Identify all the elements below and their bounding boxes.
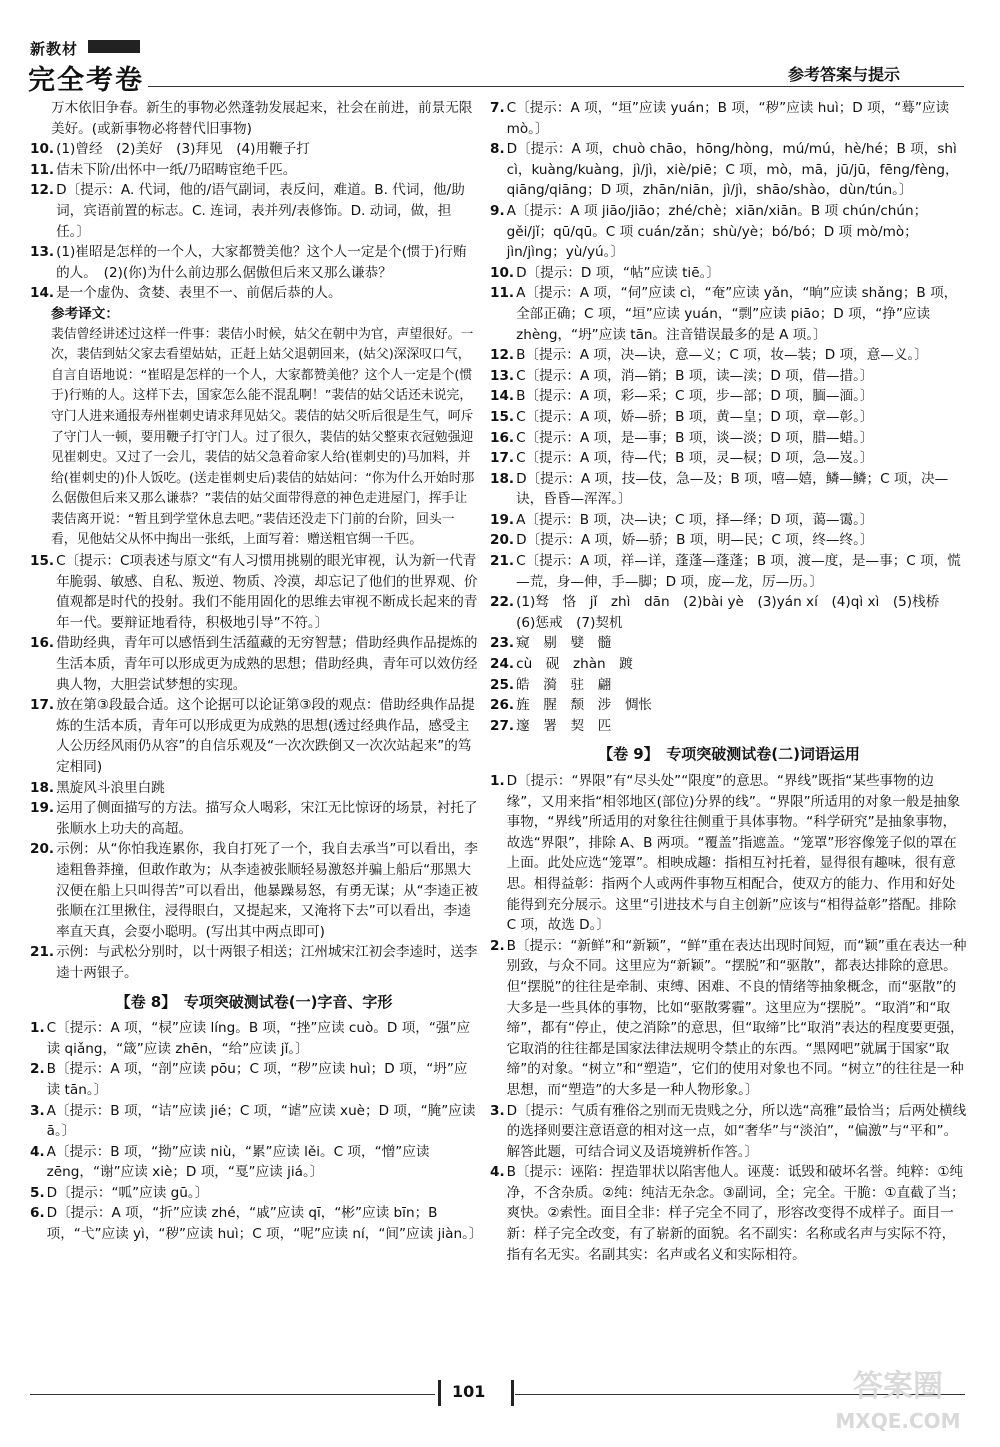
answer-text: B〔提示：A 项，彩—采；C 项，步—部；D 项，腼—湎。〕 [516, 388, 874, 405]
answer-item [490, 530, 968, 551]
answer-text: D〔提示：A 项，技—伎，急—及；B 项，嘻—嬉，鳞—鳞；C 项，决—诀，昏昏—浑浑。〕 [516, 470, 949, 508]
answer-item [30, 1183, 478, 1204]
answer-text: D〔提示：D 项，“帖”应读 tiē。〕 [516, 264, 720, 281]
answer-text: C〔提示：A 项，是—事；B 项，谈—淡；D 项，腊—蜡。〕 [516, 429, 874, 446]
answer-number: 12. [490, 347, 515, 364]
header-title: 参考答案与提示 [788, 65, 901, 84]
answer-number: 26. [490, 697, 515, 714]
answer-item [30, 695, 478, 777]
watermark-logo-text: 答案圈 [853, 1369, 943, 1404]
answer-number: 2. [490, 937, 505, 954]
answer-number: 3. [490, 1102, 505, 1119]
right-column [490, 98, 968, 1265]
answer-number: 2. [30, 1061, 45, 1078]
answer-number: 24. [490, 656, 515, 673]
answer-item [490, 654, 968, 675]
answer-text: B〔提示：A 项，“剖”应读 pōu；C 项，“秽”应读 huì；D 项，“坍”应读 tān。〕 [46, 1061, 468, 1098]
answer-number: 15. [490, 408, 515, 425]
answer-text: 示例：从“你怕我连累你，我自打死了一个，我自去承当”可以看出，李逵粗鲁莽撞，但敢作敢为；从李逵被张顺轻易激怒并骗上船后“那黑大汉便在船上只叫得苦”可以看出，他暴躁易怒，有勇无谋；从“李逵正被张顺在江里揪住，浸得眼白，又提起来，又淹将下去”可以看出，李逵率直天真，会耍小聪明。(写出其中两点即可) [56, 841, 478, 940]
answer-number: 20. [490, 532, 515, 549]
answer-number: 9. [490, 202, 505, 219]
answer-text: 旌 腥 颓 涉 惆怅 [516, 697, 653, 714]
answer-text: D〔提示：A 项，chuò chāo，hōng/hòng，mú/mú，hè/hé；B 项，shì cì，kuàng/kuàng，jì/jì，xiè/piē；C 项，mò，mā，jū/jū，fēng/fèng，qiāng/qiāng；D 项，zhān/niān，jì/jì，shāo/shào，dùn/tún。〕 [506, 141, 959, 199]
answer-item [490, 201, 968, 263]
answer-number: 25. [490, 676, 515, 693]
answer-text: D〔提示：A. 代词，他的/语气副词，表反问，难道。B. 代词，他/助词，宾语前置的标志。C. 连词，表并列/表修饰。D. 动词，做，担任。〕 [56, 182, 465, 240]
answer-item [30, 242, 478, 283]
answer-item [490, 448, 968, 469]
footer-bar-left [438, 1380, 441, 1406]
answer-item [490, 345, 968, 366]
answer-text: A〔提示：B 项，“拗”应读 niù，“累”应读 lěi。C 项，“憎”应读 zēng，“谢”应读 xiè；D 项，“戛”应读 jiá。〕 [46, 1143, 430, 1181]
answer-item [490, 1101, 968, 1163]
answer-item [490, 366, 968, 387]
answer-text: D〔提示：A 项，“折”应读 zhé，“戚”应读 qī，“彬”应读 bīn；B 项，“弋”应读 yì，“秽”应读 huì；C 项，“呢”应读 ní，“间”应读 jiàn。〕 [46, 1205, 483, 1243]
translation-label: 参考译文： [51, 305, 119, 322]
answer-item [30, 1101, 478, 1142]
answer-number: 21. [30, 944, 55, 961]
answer-text: 黑旋风斗浪里白跳 [56, 779, 165, 796]
answer-number: 19. [490, 511, 515, 528]
answer-number: 14. [30, 285, 55, 302]
answer-number: 10. [490, 264, 515, 281]
answer-item [30, 839, 478, 942]
answer-number: 17. [490, 450, 515, 467]
answer-item [30, 1018, 478, 1059]
answer-text: B〔提示：A 项，决—诀，意—义；C 项，妆—装；D 项，意—义。〕 [516, 347, 928, 364]
answer-item [490, 428, 968, 449]
answer-number: 7. [490, 100, 505, 116]
answer-number: 1. [30, 1020, 45, 1037]
footer-rule-left [30, 1394, 435, 1395]
answer-text: C〔提示：A 项，“棂”应读 líng。B 项，“挫”应读 cuò。D 项，“强”应读 qiǎng，“箴”应读 zhēn，“给”应读 jǐ。〕 [46, 1020, 471, 1057]
page-number: 101 [452, 1382, 486, 1401]
answer-item [490, 407, 968, 428]
answer-item [490, 1162, 968, 1265]
answer-text: D〔提示：“呱”应读 gū。〕 [46, 1184, 209, 1201]
answer-number: 12. [30, 182, 55, 199]
answer-item [30, 798, 478, 839]
answer-number: 19. [30, 800, 55, 817]
answer-item [490, 98, 968, 139]
answer-number: 11. [30, 161, 55, 178]
answer-text: 邃 署 契 匹 [516, 717, 612, 734]
answer-number: 17. [30, 697, 55, 714]
answer-number: 18. [30, 779, 55, 796]
logo-badge [88, 40, 140, 53]
answer-text: A〔提示：A 项，“伺”应读 cì，“奄”应读 yǎn，“晌”应读 shǎng；B 项，全部正确；C 项，“垣”应读 yuán，“剽”应读 piāo；D 项，“挣”应读 zhèng，“坍”应读 tān。注音错误最多的是 A 项。〕 [516, 285, 958, 343]
answer-item [30, 778, 478, 799]
answer-item [30, 633, 478, 695]
answer-text: 运用了侧面描写的方法。描写众人喝彩，宋江无比惊讶的场景，衬托了张顺水上功夫的高超。 [56, 800, 478, 837]
answer-number: 1. [490, 773, 505, 789]
answer-text: D〔提示：气质有雅俗之别而无贵贱之分，所以选“高雅”最恰当；后两处横线的选择则要注意语意的相对这一点，如“奢华”与“淡泊”，“偏激”与“平和”。解答此题，可结合词义及语境辨析作答。〕 [506, 1102, 967, 1160]
answer-item [30, 283, 478, 304]
answer-number: 20. [30, 841, 55, 858]
intro-paragraph: 万木依旧争春。新生的事物必然蓬勃发展起来，社会在前进，前景无限美好。(或新事物必将替代旧事物) [51, 100, 473, 137]
answer-item [490, 592, 968, 633]
answer-text: 借助经典，青年可以感悟到生活蕴藏的无穷智慧；借助经典作品提炼的生活本质，青年可以形成更为成熟的思想；借助经典，青年可以效仿经典人物，大胆尝试梦想的实现。 [56, 635, 478, 693]
answer-number: 10. [30, 141, 55, 158]
answers-block-4 [490, 98, 968, 736]
page-header [0, 0, 1000, 95]
answer-item [490, 139, 968, 201]
answer-text: C〔提示：A 项，娇—骄；B 项，黄—皇；D 项，章—彰。〕 [516, 408, 874, 425]
answer-item [490, 771, 968, 936]
answer-number: 16. [30, 635, 55, 652]
answer-number: 4. [30, 1143, 45, 1160]
answer-text: D〔提示：A 项，娇—骄；B 项，明—民；C 项，终—终。〕 [516, 532, 874, 549]
answer-item [490, 695, 968, 716]
answer-item [490, 386, 968, 407]
watermark-logo [818, 1356, 978, 1436]
answer-item [30, 180, 478, 242]
answer-text: 皓 漪 驻 翩 [516, 676, 612, 693]
answer-number: 3. [30, 1102, 45, 1119]
answer-number: 23. [490, 635, 515, 652]
answer-number: 6. [30, 1205, 45, 1222]
answer-text: 放在第③段最合适。这个论据可以论证第③段的观点：借助经典作品提炼的生活本质，青年可以形成更为成熟的思想(透过经典作品，感受主人公历经风雨仍从容”的自信乐观及“一次次跌倒又一次次站起来”的笃定相同) [56, 697, 475, 775]
answer-item [30, 139, 478, 160]
answer-text: 是一个虚伪、贪婪、表里不一、前倨后恭的人。 [56, 285, 342, 302]
header-rule [148, 86, 964, 87]
answer-text: C〔提示：A 项，待—代；B 项，灵—棂；D 项，急—岌。〕 [516, 450, 874, 467]
answer-text: (1)驽 恪 jǐ zhì dān (2)bài yè (3)yán xí (4)qì xì (5)栈桥 (6)惩戒 (7)契机 [516, 594, 953, 631]
answer-text: 佶未下阶/出怀中一纸/乃昭畴宦绝千匹。 [56, 161, 297, 178]
answer-number: 14. [490, 388, 515, 405]
answer-item [490, 263, 968, 284]
answer-item [30, 551, 478, 633]
answer-number: 21. [490, 553, 515, 570]
answer-item [490, 551, 968, 592]
answer-text: (1)曾经 (2)美好 (3)拜见 (4)用鞭子打 [56, 141, 310, 158]
answer-number: 15. [30, 553, 55, 570]
answer-number: 13. [30, 244, 55, 261]
answer-number: 27. [490, 717, 515, 734]
footer-bar-right [511, 1380, 514, 1406]
answers-block-2 [30, 551, 478, 983]
logo-top-text: 新教材 [30, 40, 79, 58]
answer-text: C〔提示：C项表述与原文“有人习惯用挑剔的眼光审视，认为新一代青年脆弱、敏感、自私、叛逆、物质、冷漠，却忘记了他们的世界观、价值观都是时代的投射。我们不能用固化的思维去审视不断成长起来的青年一代。要辩证地看待，积极地引导”不符。〕 [56, 553, 478, 631]
answers-block-3 [30, 1018, 483, 1245]
answer-text: A〔提示：B 项，决—诀；C 项，择—绎；D 项，蔼—霭。〕 [516, 511, 874, 528]
answer-item [490, 716, 968, 737]
answer-item [490, 633, 968, 654]
answer-item [30, 160, 478, 181]
answer-text: (1)崔昭是怎样的一个人，大家都赞美他？这个人一定是个(惯于)行贿的人。 (2)(你)为什么前边那么倨傲但后来又那么谦恭？ [56, 244, 467, 281]
answer-item [30, 1059, 478, 1100]
answer-text: 窥 剔 嬖 髓 [516, 635, 612, 652]
answer-text: B〔提示：“新鲜”和“新颖”，“鲜”重在表达出现时间短，而“颖”重在表达一种别致，与众不同。这里应为“新颖”。“摆脱”和“驱散”，都表达排除的意思。但“摆脱”的往往是牵制、束缚、困难、不良的情绪等抽象概念，而“驱散”的大多是一些具体的事物，比如“驱散雾霾”。这里应为“摆脱”。“取消”和“取缔”，都有“停止，使之消除”的意思，但“取缔”比“取消”表达的程度要更强，它取消的往往都是国家法律法规明令禁止的东西。“黑网吧”就属于国家“取缔”的对象。“树立”和“塑造”，它们的使用对象也不同。“树立”的往往是一种思想，而“塑造”的大多是一种人物形象。〕 [506, 937, 967, 1098]
answers-block-1 [30, 139, 478, 304]
answers-block-5 [490, 771, 968, 1265]
answer-item [490, 675, 968, 696]
answer-number: 11. [490, 285, 515, 302]
watermark-site-text: MXQE.COM [835, 1409, 961, 1433]
answer-text: D〔提示：“界限”有“尽头处”“限度”的意思。“界线”既指“某些事物的边缘”，又用来指“相邻地区(部位)分界的线”。“界限”所适用的对象一般是抽象事物，“界线”所适用的对象往往侧重于具体事物。“科学研究”是抽象事物，故选“界限”，排除 A、B 两项。“覆盖”指遮盖。“笼罩”形容像笼子似的罩在上面。此处应选“笼罩”。相映成趣：指相互衬托着，显得很有趣味，很有意思。相得益彰：指两个人或两件事物互相配合，使双方的能力、作用和好处能得到充分展示。这里“引进技术与自主创新”应该与“相得益彰”搭配。排除 C 项，故选 D。〕 [506, 773, 961, 934]
answer-text: C〔提示：A 项，祥—详，蓬蓬—蓬蓬；B 项，渡—度，是—事；C 项，慌—荒，身—伸，手—脚；D 项，庞—龙，厉—历。〕 [516, 553, 961, 590]
section-heading-8: 【卷 8】 专项突破测试卷(一)字音、字形 [115, 992, 393, 1011]
logo-main-text: 完全考卷 [28, 65, 144, 96]
answer-item [30, 1203, 483, 1244]
answer-number: 8. [490, 141, 505, 158]
answer-item [30, 1142, 478, 1183]
answer-text: C〔提示：A 项，“垣”应读 yuán；B 项，“秽”应读 huì；D 项，“蓦”应读 mò。〕 [506, 100, 950, 137]
answer-number: 13. [490, 367, 515, 384]
answer-item [490, 283, 968, 345]
answer-text: C〔提示：A 项，消—销；B 项，读—渎；D 项，借—措。〕 [516, 367, 874, 384]
answer-number: 5. [30, 1184, 45, 1201]
translation-text: 裴佶曾经讲述过这样一件事：裴佶小时候，姑父在朝中为官，声望很好。一次，裴佶到姑父家去看望姑姑，正赶上姑父退朝回来，(姑父)深深叹口气，自言自语地说：“崔昭是怎样的一个人，大家都赞美他？这个人一定是个(惯于)行贿的人。这样下去，国家怎么能不混乱啊！”裴佶的姑父话还未说完，守门人进来通报寿州崔刺史请求拜见姑父。裴佶的姑父听后很是生气，呵斥了守门人一顿，要用鞭子打守门人。过了很久，裴佶的姑父整束衣冠勉强迎见崔刺史。又过了一会儿，裴佶的姑父急着命家人给(崔刺史的)马加料，并给(崔刺史的)仆人饭吃。(送走崔刺史后)裴佶的姑姑问：“你为什么开始时那么倨傲但后来又那么谦恭？”裴佶的姑父面带得意的神色走进屋门，挥手让裴佶离开说：“暂且到学堂休息去吧。”裴佶还没走下门前的台阶，回头一看，见他姑父从怀中掏出一张纸，上面写着：赠送粗官绸一千匹。 [51, 326, 475, 548]
section-heading-9: 【卷 9】 专项突破测试卷(二)词语运用 [598, 745, 860, 764]
answer-number: 4. [490, 1164, 505, 1181]
answer-text: 示例：与武松分别时，以十两银子相送；江州城宋江初会李逵时，送李逵十两银子。 [56, 944, 478, 981]
answer-text: cù 砚 zhàn 踱 [516, 656, 633, 673]
answer-number: 16. [490, 429, 515, 446]
answer-number: 18. [490, 470, 515, 487]
answer-text: B〔提示：诬陷：捏造罪状以陷害他人。诬蔑：诋毁和破坏名誉。纯粹：①纯净，不含杂质。②纯：纯洁无杂念。③副词，全；完全。干脆：①直截了当；爽快。②索性。面目全非：样子完全不同了，形容改变得不成样子。面目一新：样子完全改变，有了崭新的面貌。名不副实：名称或名声与实际不符，指有名无实。名副其实：名声或名义和实际相符。 [506, 1164, 965, 1263]
answer-number: 22. [490, 594, 515, 611]
left-column [30, 98, 483, 1245]
answer-text: A〔提示：A 项 jiāo/jiāo；zhé/chè；xiān/xiān。B 项 chún/chún；gěi/jǐ；qū/qū。C 项 cuán/zǎn；shù/yè；bó/bó；D 项 mò/mò；jìn/jìng；yù/yú。〕 [506, 202, 928, 261]
answer-item [490, 936, 968, 1101]
answer-item [30, 942, 478, 983]
answer-item [490, 469, 968, 510]
answer-text: A〔提示：B 项，“诘”应读 jié；C 项，“谑”应读 xuè；D 项，“腌”应读 ā。〕 [46, 1102, 476, 1140]
answer-item [490, 510, 968, 531]
